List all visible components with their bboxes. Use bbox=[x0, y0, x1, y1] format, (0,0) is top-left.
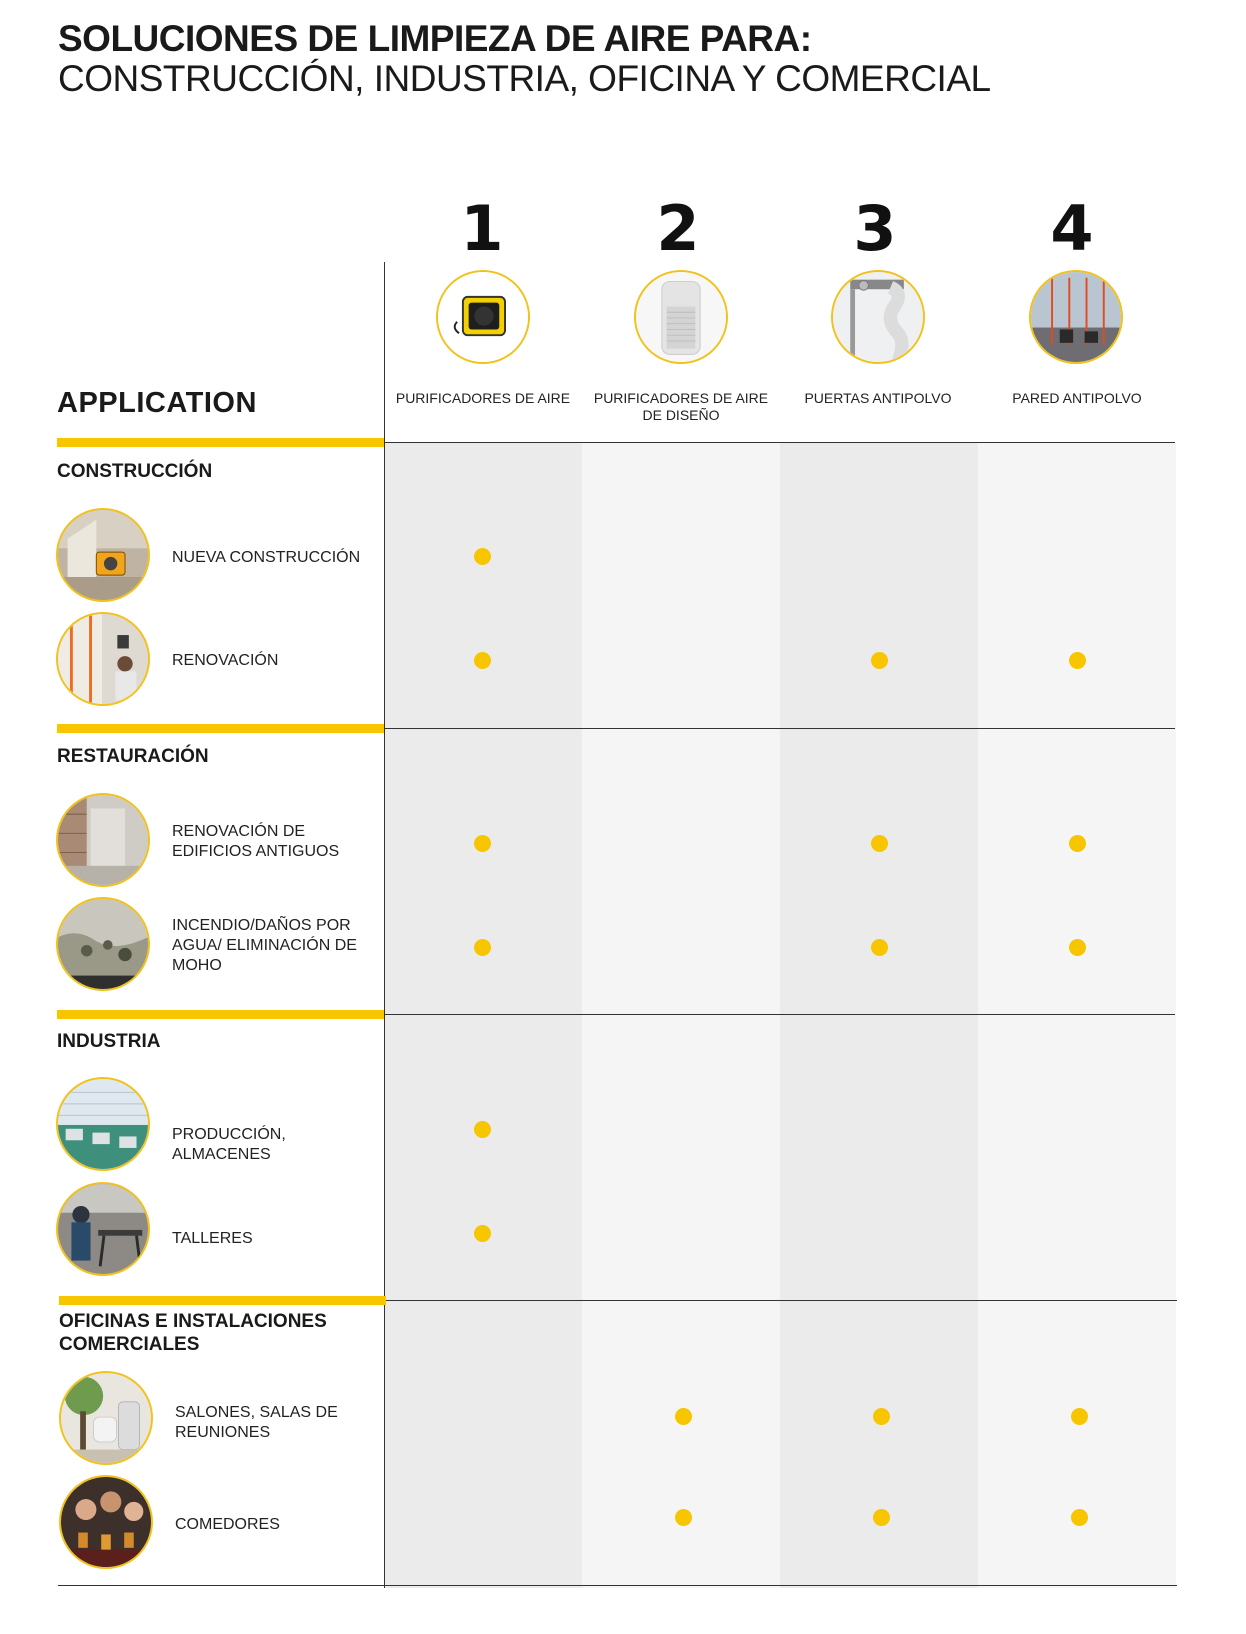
production-warehouse-photo bbox=[56, 1077, 150, 1171]
marker-dot bbox=[1071, 1408, 1088, 1425]
column-shade-1 bbox=[384, 443, 582, 1588]
row-label-talleres: TALLERES bbox=[172, 1230, 253, 1247]
section-bar-industria bbox=[57, 1010, 384, 1019]
marker-dot bbox=[871, 652, 888, 669]
row-label-incendio-moho: INCENDIO/DAÑOS POR AGUA/ ELIMINACIÓN DE MOHO bbox=[172, 917, 357, 974]
design-air-purifier-icon bbox=[634, 270, 728, 364]
renovation-photo bbox=[56, 612, 150, 706]
section-title-construccion: CONSTRUCCIÓN bbox=[57, 461, 213, 482]
column-label-4: PARED ANTIPOLVO bbox=[1012, 390, 1142, 406]
section-bar-oficinas bbox=[59, 1296, 386, 1305]
marker-dot bbox=[871, 835, 888, 852]
workshop-photo bbox=[56, 1182, 150, 1276]
office-lounge-photo bbox=[59, 1371, 153, 1465]
row-divider bbox=[386, 1300, 1177, 1301]
marker-dot bbox=[675, 1408, 692, 1425]
column-number-1: 1 bbox=[460, 192, 504, 265]
row-label-renovacion: RENOVACIÓN bbox=[172, 652, 279, 669]
marker-dot bbox=[474, 939, 491, 956]
marker-dot bbox=[1071, 1509, 1088, 1526]
application-heading: APPLICATION bbox=[57, 387, 257, 419]
marker-dot bbox=[474, 1225, 491, 1242]
column-number-3: 3 bbox=[853, 192, 897, 265]
page-subtitle: CONSTRUCCIÓN, INDUSTRIA, OFICINA Y COMERCIAL bbox=[58, 58, 991, 99]
column-label-2: PURIFICADORES DE AIRE DE DISEÑO bbox=[593, 390, 769, 423]
section-title-industria: INDUSTRIA bbox=[57, 1031, 161, 1052]
row-label-comedores: COMEDORES bbox=[175, 1516, 280, 1533]
section-title-oficinas: OFICINAS E INSTALACIONES COMERCIALES bbox=[59, 1311, 327, 1355]
dust-door-icon bbox=[831, 270, 925, 364]
marker-dot bbox=[1069, 939, 1086, 956]
column-divider bbox=[384, 262, 385, 1588]
row-divider bbox=[384, 728, 1175, 729]
marker-dot bbox=[474, 1121, 491, 1138]
column-label-1: PURIFICADORES DE AIRE bbox=[395, 390, 571, 406]
new-construction-photo bbox=[56, 508, 150, 602]
section-bar-construccion bbox=[57, 438, 384, 447]
marker-dot bbox=[871, 939, 888, 956]
marker-dot bbox=[474, 548, 491, 565]
dining-room-photo bbox=[59, 1475, 153, 1569]
page-title: SOLUCIONES DE LIMPIEZA DE AIRE PARA: bbox=[58, 18, 812, 59]
column-number-4: 4 bbox=[1050, 192, 1094, 265]
dust-wall-icon bbox=[1029, 270, 1123, 364]
marker-dot bbox=[474, 835, 491, 852]
marker-dot bbox=[675, 1509, 692, 1526]
column-label-3: PUERTAS ANTIPOLVO bbox=[804, 390, 952, 406]
marker-dot bbox=[1069, 652, 1086, 669]
section-bar-restauracion bbox=[57, 724, 384, 733]
row-label-salones: SALONES, SALAS DE REUNIONES bbox=[175, 1404, 338, 1441]
row-label-nueva-construccion: NUEVA CONSTRUCCIÓN bbox=[172, 549, 361, 566]
mold-damage-photo bbox=[56, 897, 150, 991]
air-purifier-yellow-icon bbox=[436, 270, 530, 364]
row-divider bbox=[384, 1014, 1175, 1015]
row-label-edificios-antiguos: RENOVACIÓN DE EDIFICIOS ANTIGUOS bbox=[172, 823, 340, 860]
marker-dot bbox=[873, 1509, 890, 1526]
row-label-produccion: PRODUCCIÓN, ALMACENES bbox=[172, 1126, 286, 1163]
row-divider bbox=[384, 442, 1175, 443]
bottom-divider bbox=[58, 1585, 1177, 1586]
marker-dot bbox=[474, 652, 491, 669]
marker-dot bbox=[873, 1408, 890, 1425]
old-building-photo bbox=[56, 793, 150, 887]
marker-dot bbox=[1069, 835, 1086, 852]
column-number-2: 2 bbox=[656, 192, 700, 265]
section-title-restauracion: RESTAURACIÓN bbox=[57, 746, 209, 767]
